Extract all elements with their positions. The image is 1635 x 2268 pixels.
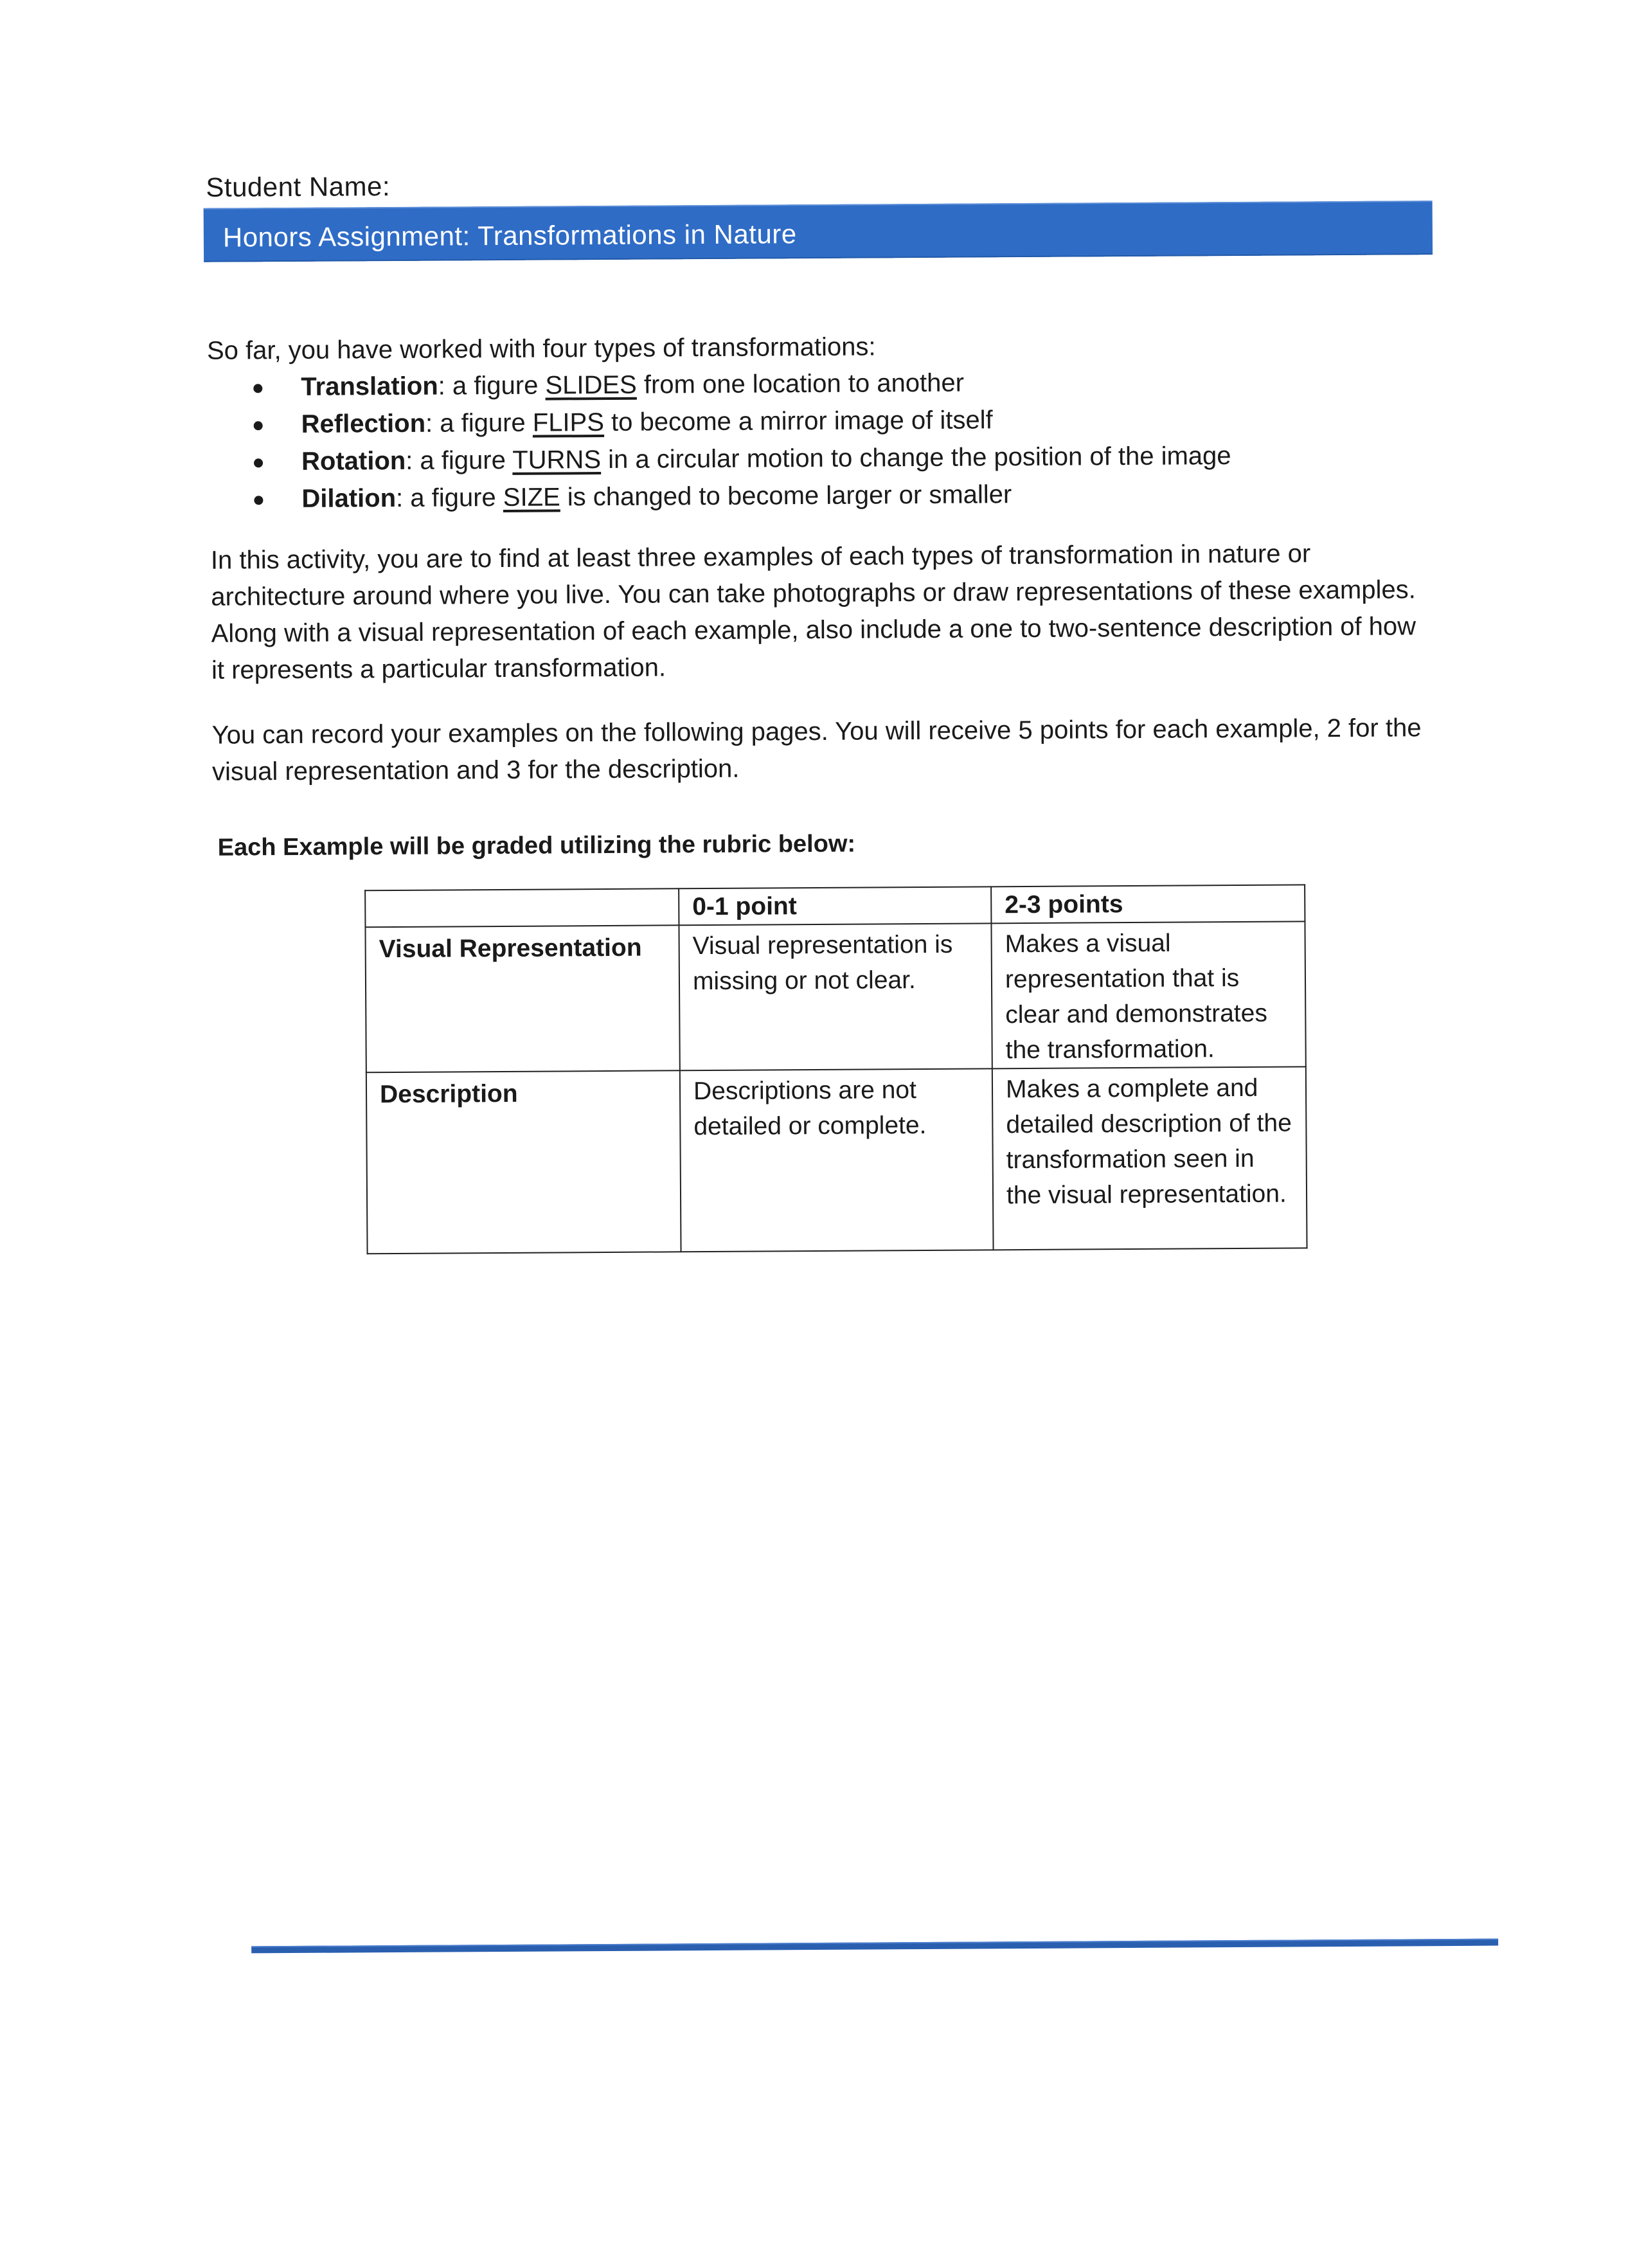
bullet-icon	[254, 496, 263, 505]
keyword: TURNS	[512, 446, 602, 474]
list-item-dilation	[249, 474, 1231, 518]
high-score-cell	[991, 921, 1305, 1068]
header-cell-empty	[365, 888, 679, 927]
criterion-cell	[365, 925, 679, 1072]
intro-text: So far, you have worked with four types of transformations:	[206, 332, 876, 365]
high-score-text: Makes a visual representation that is clear and demonstrates the transformation.	[1005, 929, 1268, 1065]
definition-text: to become a mirror image of itself	[603, 406, 993, 437]
header-cell-high: 2-3 points	[991, 885, 1305, 923]
definition-text: : a figure	[425, 408, 533, 438]
table-row	[365, 921, 1305, 1072]
definition-text: is changed to become larger or smaller	[560, 480, 1012, 512]
high-score-cell	[992, 1066, 1307, 1250]
list-item-rotation	[249, 437, 1231, 480]
transformation-list	[248, 363, 1231, 518]
definition-text: in a circular motion to change the position of the image	[600, 442, 1231, 474]
term: Translation	[301, 372, 438, 401]
header-cell-low: 0-1 point	[679, 887, 991, 925]
criterion-cell	[366, 1070, 681, 1254]
high-score-text: Makes a complete and detailed description of the transformation seen in the visual representation.	[1005, 1074, 1292, 1210]
assignment-title: Honors Assignment: Transformations in Nature	[222, 219, 797, 253]
keyword: SIZE	[503, 483, 560, 512]
table-header-row	[365, 885, 1305, 927]
term: Reflection	[301, 409, 426, 438]
low-score-cell	[680, 1068, 994, 1252]
definition-text: : a figure	[395, 483, 503, 512]
rubric-table	[364, 884, 1307, 1254]
low-score-text: Visual representation is missing or not clear.	[692, 930, 953, 996]
bullet-icon	[254, 421, 263, 430]
low-score-text: Descriptions are not detailed or complete.	[693, 1076, 927, 1141]
criterion-label: Visual Representation	[379, 933, 642, 964]
title-banner	[204, 201, 1433, 262]
keyword: SLIDES	[545, 370, 637, 400]
term: Dilation	[301, 483, 397, 513]
definition-text: : a figure	[406, 446, 513, 475]
activity-paragraph: In this activity, you are to find at least three examples of each types of transformation in nature or architecture around where you live. You can take photographs or draw representations of these examples. Along with a visual representation of each example, also include a one to two-sentence description of how it represents a particular transformation.	[210, 539, 1416, 685]
criterion-label: Description	[379, 1079, 518, 1109]
points-paragraph: You can record your examples on the following pages. You will receive 5 points for each example, 2 for the visual representation and 3 for the description.	[211, 714, 1422, 786]
footer-divider	[251, 1939, 1498, 1954]
rubric-heading: Each Example will be graded utilizing the rubric below:	[217, 830, 856, 861]
keyword: FLIPS	[532, 408, 605, 437]
list-item-reflection	[249, 400, 1231, 443]
student-name-label: Student Name:	[206, 171, 391, 203]
term: Rotation	[301, 446, 406, 476]
bullet-icon	[253, 384, 262, 393]
definition-text: from one location to another	[636, 368, 965, 399]
list-item-translation	[248, 363, 1231, 406]
definition-text: : a figure	[438, 371, 546, 401]
table-row	[366, 1066, 1307, 1254]
low-score-cell	[679, 923, 992, 1070]
bullet-icon	[254, 458, 263, 467]
